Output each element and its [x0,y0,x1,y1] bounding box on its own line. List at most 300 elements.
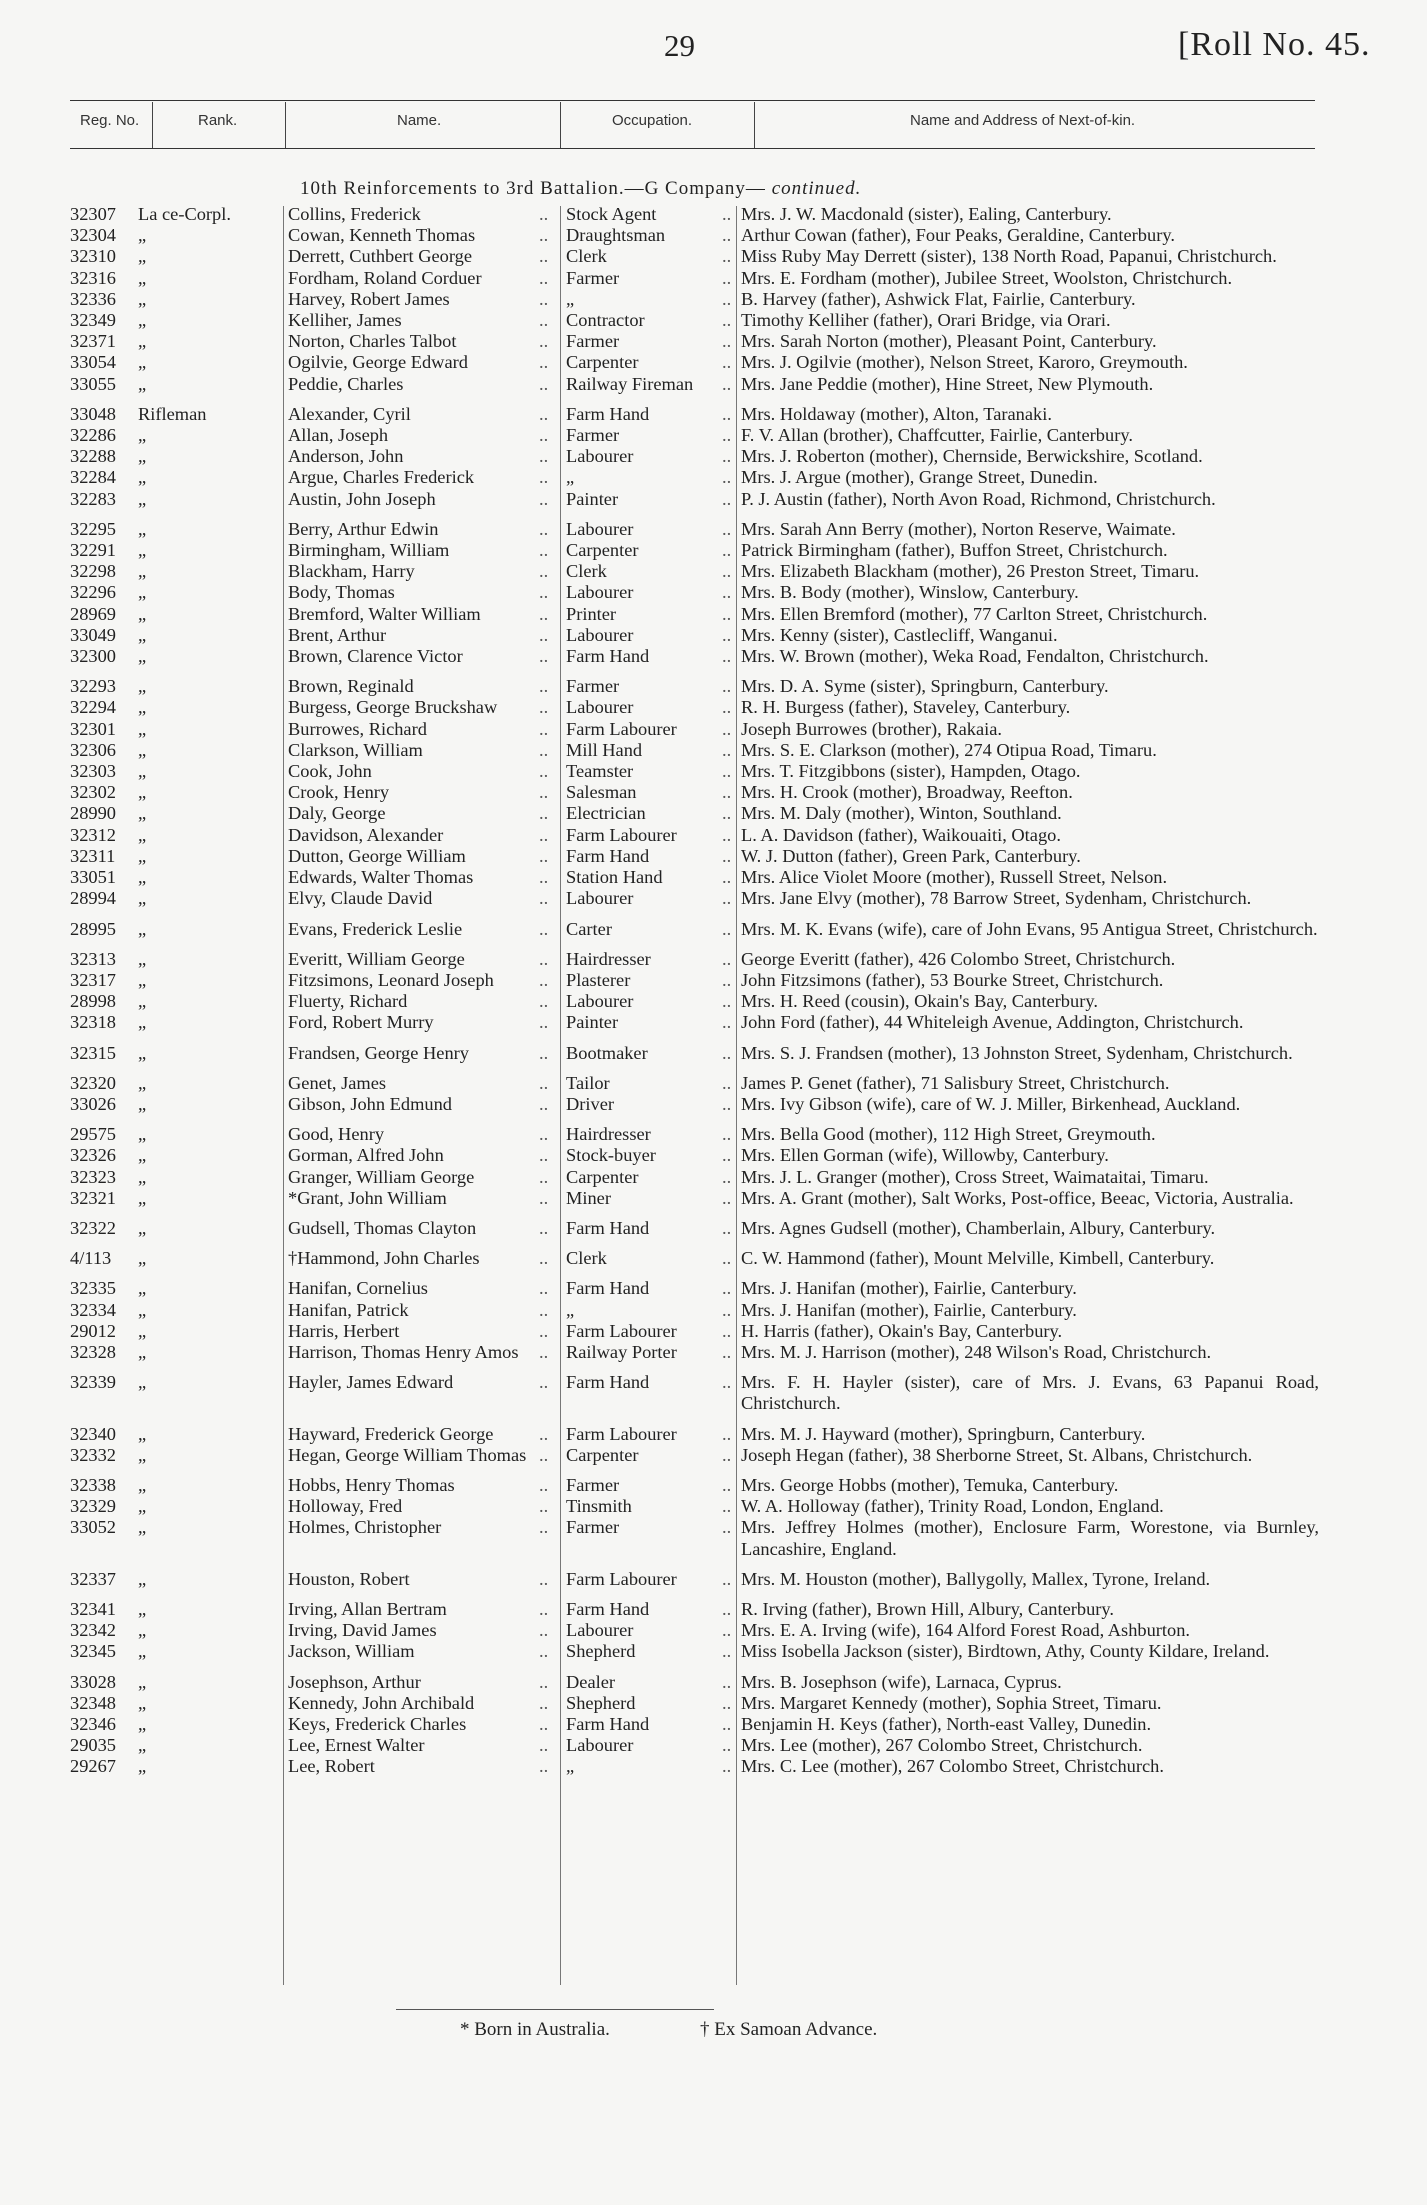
leader-dots: .. [539,352,549,373]
leader-dots: .. [722,1093,732,1114]
leader-dots: .. [539,1474,549,1495]
next-of-kin: Mrs. H. Crook (mother), Broadway, Reefton. [741,782,1073,803]
next-of-kin: C. W. Hammond (father), Mount Melville, Kimbell, Canterbury. [741,1248,1215,1269]
rank: „ [138,225,147,246]
soldier-name: Dutton, George William [288,845,466,866]
soldier-name: Bremford, Walter William [288,603,481,624]
leader-dots: .. [722,1248,732,1269]
next-of-kin: Mrs. Sarah Ann Berry (mother), Norton Reserve, Waimate. [741,518,1176,539]
next-of-kin: B. Harvey (father), Ashwick Flat, Fairlie, Canterbury. [741,288,1136,309]
leader-dots: .. [722,1714,732,1734]
next-of-kin: Mrs. George Hobbs (mother), Temuka, Canterbury. [741,1474,1119,1495]
col-divider [560,102,561,148]
table-row [0,803,1427,824]
rank: „ [138,425,147,446]
reg-number: 32334 [70,1299,116,1320]
occupation: Teamster [566,761,634,782]
leader-dots: .. [539,1166,549,1187]
leader-dots: .. [539,1278,549,1299]
soldier-name: Fitzsimons, Leonard Joseph [288,969,494,990]
next-of-kin: Mrs. Jeffrey Holmes (mother), Enclosure Farm, Worestone, via Burnley, Lancashire, England. [741,1517,1319,1559]
occupation: Mill Hand [566,739,643,760]
reg-number: 32298 [70,561,116,582]
leader-dots: .. [722,1756,732,1777]
soldier-name: †Hammond, John Charles [288,1248,480,1269]
leader-dots: .. [539,867,549,888]
occupation: Electrician [566,803,646,824]
row-gap [0,1663,1427,1672]
table-row [0,582,1427,603]
table-row [0,646,1427,667]
soldier-name: Austin, John Joseph [288,488,436,509]
rank: „ [138,718,147,739]
rank: „ [138,1598,147,1619]
next-of-kin: Joseph Hegan (father), 38 Sherborne Street, St. Albans, Christchurch. [741,1444,1253,1465]
leader-dots: .. [539,373,549,394]
rank: „ [138,697,147,718]
section-title [300,178,861,200]
reg-number: 32304 [70,225,116,246]
reg-number: 28998 [70,991,116,1012]
next-of-kin: H. Harris (father), Okain's Bay, Canterbury. [741,1320,1063,1341]
soldier-name: Peddie, Charles [288,373,404,394]
leader-dots: .. [722,867,732,888]
rank: „ [138,446,147,467]
occupation: Carter [566,918,612,939]
next-of-kin: Mrs. S. J. Frandsen (mother), 13 Johnston Street, Sydenham, Christchurch. [741,1042,1293,1063]
leader-dots: .. [722,1671,732,1692]
leader-dots: .. [539,446,549,467]
reg-number: 28994 [70,888,116,909]
soldier-name: Birmingham, William [288,540,450,561]
reg-number: 28990 [70,803,116,824]
soldier-name: Lee, Ernest Walter [288,1735,425,1756]
occupation: Carpenter [566,352,639,373]
rank: „ [138,969,147,990]
row-gap [0,1239,1427,1248]
leader-dots: .. [539,1714,549,1734]
soldier-name: Ogilvie, George Edward [288,352,468,373]
rank: „ [138,1735,147,1756]
leader-dots: .. [539,718,549,739]
rank: „ [138,1278,147,1299]
occupation: Farmer [566,1517,620,1538]
leader-dots: .. [722,1145,732,1166]
reg-number: 29012 [70,1320,116,1341]
occupation: Farm Hand [566,646,650,667]
soldier-name: Kelliher, James [288,310,402,331]
leader-dots: .. [539,969,549,990]
leader-dots: .. [539,1444,549,1465]
leader-dots: .. [722,1692,732,1713]
rank: „ [138,1320,147,1341]
table-row [0,310,1427,331]
soldier-name: Genet, James [288,1072,387,1093]
reg-number: 4/113 [70,1248,112,1269]
leader-dots: .. [539,1187,549,1208]
leader-dots: .. [722,1620,732,1641]
leader-dots: .. [722,518,732,539]
soldier-name: Hayler, James Edward [288,1372,454,1393]
reg-number: 32332 [70,1444,116,1465]
leader-dots: .. [722,1496,732,1517]
next-of-kin: Mrs. M. Daly (mother), Winton, Southland. [741,803,1062,824]
next-of-kin: R. H. Burgess (father), Staveley, Canterbury. [741,697,1071,718]
soldier-name: Granger, William George [288,1166,475,1187]
roll-table [0,204,1427,1778]
next-of-kin: John Fitzsimons (father), 53 Bourke Street, Christchurch. [741,969,1164,990]
row-gap [0,910,1427,919]
rank: „ [138,561,147,582]
table-row [0,1693,1427,1714]
next-of-kin: Mrs. Bella Good (mother), 112 High Street, Greymouth. [741,1124,1156,1145]
soldier-name: Burgess, George Bruckshaw [288,697,498,718]
soldier-name: Derrett, Cuthbert George [288,246,473,267]
occupation: Shepherd [566,1692,636,1713]
leader-dots: .. [722,488,732,509]
table-row [0,540,1427,561]
occupation: Farm Labourer [566,718,677,739]
leader-dots: .. [722,425,732,446]
leader-dots: .. [539,1496,549,1517]
table-row [0,991,1427,1012]
table-row [0,1218,1427,1239]
leader-dots: .. [722,446,732,467]
reg-number: 32349 [70,310,116,331]
leader-dots: .. [539,1423,549,1444]
soldier-name: Davidson, Alexander [288,824,444,845]
col-divider [285,102,286,148]
roll-number: [Roll No. 45. [1178,26,1371,63]
table-row [0,225,1427,246]
rank: „ [138,1444,147,1465]
next-of-kin: Mrs. E. A. Irving (wife), 164 Alford Forest Road, Ashburton. [741,1620,1190,1641]
footnote-ex-samoan: † Ex Samoan Advance. [700,2019,878,2040]
rank: „ [138,488,147,509]
soldier-name: Gorman, Alfred John [288,1145,444,1166]
rank: „ [138,1145,147,1166]
occupation: Labourer [566,582,634,603]
leader-dots: .. [722,1217,732,1238]
leader-dots: .. [722,918,732,939]
occupation: Farmer [566,1474,620,1495]
reg-number: 32329 [70,1496,116,1517]
header-bottom-rule [70,148,1315,149]
next-of-kin: Mrs. Lee (mother), 267 Colombo Street, Christchurch. [741,1735,1143,1756]
soldier-name: Jackson, William [288,1641,415,1662]
reg-number: 32323 [70,1166,116,1187]
row-gap [0,1269,1427,1278]
soldier-name: Everitt, William George [288,948,465,969]
next-of-kin: Mrs. J. L. Granger (mother), Cross Street, Waimataitai, Timaru. [741,1166,1209,1187]
table-row [0,404,1427,425]
next-of-kin: Mrs. W. Brown (mother), Weka Road, Fendalton, Christchurch. [741,646,1209,667]
next-of-kin: George Everitt (father), 426 Colombo Street, Christchurch. [741,948,1176,969]
table-row [0,1012,1427,1033]
leader-dots: .. [722,1474,732,1495]
rank: „ [138,624,147,645]
next-of-kin: Miss Ruby May Derrett (sister), 138 North Road, Papanui, Christchurch. [741,246,1277,267]
row-gap [0,1115,1427,1124]
occupation: Farm Labourer [566,1320,677,1341]
reg-number: 32341 [70,1598,116,1619]
leader-dots: .. [722,948,732,969]
reg-number: 32288 [70,446,116,467]
occupation: Carpenter [566,540,639,561]
occupation: Driver [566,1093,614,1114]
table-row [0,761,1427,782]
table-row [0,1714,1427,1735]
rank: „ [138,1620,147,1641]
leader-dots: .. [539,403,549,424]
leader-dots: .. [539,1735,549,1756]
col-header-next-of-kin: Name and Address of Next-of-kin. [910,112,1136,129]
rank: „ [138,803,147,824]
soldier-name: Ford, Robert Murry [288,1012,434,1033]
occupation: Clerk [566,561,607,582]
reg-number: 33048 [70,403,116,424]
occupation: Farm Hand [566,1714,650,1734]
soldier-name: Anderson, John [288,446,404,467]
occupation: Stock-buyer [566,1145,656,1166]
next-of-kin: Mrs. D. A. Syme (sister), Springburn, Canterbury. [741,676,1109,697]
rank: „ [138,1187,147,1208]
reg-number: 32317 [70,969,116,990]
soldier-name: Gudsell, Thomas Clayton [288,1217,477,1238]
occupation: Plasterer [566,969,631,990]
soldier-name: Hayward, Frederick George [288,1423,494,1444]
leader-dots: .. [539,1341,549,1362]
next-of-kin: Mrs. J. Hanifan (mother), Fairlie, Canterbury. [741,1278,1077,1299]
rank: „ [138,1248,147,1269]
soldier-name: Hobbs, Henry Thomas [288,1474,455,1495]
soldier-name: Argue, Charles Frederick [288,467,475,488]
reg-number: 32293 [70,676,116,697]
leader-dots: .. [722,1444,732,1465]
rank: „ [138,1217,147,1238]
occupation: Shepherd [566,1641,636,1662]
leader-dots: .. [722,1598,732,1619]
occupation: Dealer [566,1671,616,1692]
soldier-name: Irving, Allan Bertram [288,1598,447,1619]
next-of-kin: Mrs. Sarah Norton (mother), Pleasant Point, Canterbury. [741,331,1157,352]
soldier-name: Brown, Clarence Victor [288,646,463,667]
occupation: Labourer [566,518,634,539]
reg-number: 32336 [70,288,116,309]
reg-number: 32300 [70,646,116,667]
section-title-text: 10th Reinforcements to 3rd Battalion.—G Company— [300,178,766,199]
next-of-kin: W. J. Dutton (father), Green Park, Canterbury. [741,845,1081,866]
occupation: Clerk [566,1248,607,1269]
occupation: Painter [566,1012,619,1033]
rank: „ [138,761,147,782]
reg-number: 32315 [70,1042,116,1063]
table-row [0,697,1427,718]
table-row [0,1167,1427,1188]
table-row [0,676,1427,697]
page-number: 29 [664,28,695,63]
occupation: Printer [566,603,617,624]
next-of-kin: Patrick Birmingham (father), Buffon Street, Christchurch. [741,540,1168,561]
rank: „ [138,1299,147,1320]
leader-dots: .. [722,246,732,267]
table-row [0,1145,1427,1166]
table-row [0,446,1427,467]
soldier-name: Hanifan, Cornelius [288,1278,428,1299]
table-row [0,1599,1427,1620]
leader-dots: .. [539,918,549,939]
table-row [0,1517,1427,1559]
row-gap [0,1466,1427,1475]
leader-dots: .. [722,624,732,645]
table-row [0,919,1427,940]
rank: „ [138,1012,147,1033]
occupation: „ [566,467,575,488]
reg-number: 29267 [70,1756,116,1777]
leader-dots: .. [722,676,732,697]
soldier-name: Crook, Henry [288,782,390,803]
leader-dots: .. [539,624,549,645]
rank: „ [138,1756,147,1777]
table-row [0,1188,1427,1209]
next-of-kin: Mrs. Elizabeth Blackham (mother), 26 Preston Street, Timaru. [741,561,1200,582]
occupation: Farm Labourer [566,1568,677,1589]
table-row [0,204,1427,225]
rank: „ [138,603,147,624]
occupation: Farm Hand [566,1372,650,1393]
next-of-kin: Mrs. T. Fitzgibbons (sister), Hampden, Otago. [741,761,1081,782]
leader-dots: .. [539,225,549,246]
occupation: Labourer [566,697,634,718]
row-gap [0,1064,1427,1073]
rank: Rifleman [138,403,207,424]
rank: „ [138,782,147,803]
leader-dots: .. [539,603,549,624]
next-of-kin: R. Irving (father), Brown Hill, Albury, Canterbury. [741,1598,1115,1619]
occupation: Labourer [566,991,634,1012]
leader-dots: .. [722,225,732,246]
reg-number: 33051 [70,867,116,888]
leader-dots: .. [722,1735,732,1756]
occupation: Farm Hand [566,403,650,424]
rank: „ [138,288,147,309]
occupation: Railway Fireman [566,373,694,394]
occupation: „ [566,288,575,309]
leader-dots: .. [722,204,732,224]
leader-dots: .. [539,1072,549,1093]
occupation: Hairdresser [566,1124,651,1145]
rank: „ [138,1517,147,1538]
reg-number: 32302 [70,782,116,803]
row-gap [0,940,1427,949]
table-row [0,1321,1427,1342]
soldier-name: Edwards, Walter Thomas [288,867,474,888]
reg-number: 32301 [70,718,116,739]
leader-dots: .. [722,1641,732,1662]
leader-dots: .. [722,803,732,824]
table-row [0,888,1427,909]
soldier-name: Brent, Arthur [288,624,387,645]
leader-dots: .. [539,646,549,667]
leader-dots: .. [722,718,732,739]
reg-number: 32311 [70,845,116,866]
rank: „ [138,310,147,331]
occupation: Farmer [566,676,620,697]
leader-dots: .. [722,1187,732,1208]
reg-number: 32284 [70,467,116,488]
soldier-name: Cowan, Kenneth Thomas [288,225,476,246]
next-of-kin: Mrs. J. Roberton (mother), Chernside, Berwickshire, Scotland. [741,446,1203,467]
leader-dots: .. [539,425,549,446]
leader-dots: .. [722,845,732,866]
table-row [0,1073,1427,1094]
leader-dots: .. [539,1299,549,1320]
rank: „ [138,1124,147,1145]
leader-dots: .. [539,1217,549,1238]
next-of-kin: Mrs. M. J. Harrison (mother), 248 Wilson's Road, Christchurch. [741,1341,1212,1362]
leader-dots: .. [722,403,732,424]
rank: „ [138,918,147,939]
leader-dots: .. [539,540,549,561]
leader-dots: .. [722,1072,732,1093]
table-row [0,1094,1427,1115]
leader-dots: .. [539,1692,549,1713]
table-row [0,1496,1427,1517]
reg-number: 32283 [70,488,116,509]
leader-dots: .. [722,1320,732,1341]
next-of-kin: Mrs. J. W. Macdonald (sister), Ealing, Canterbury. [741,204,1112,224]
next-of-kin: Mrs. B. Josephson (wife), Larnaca, Cyprus. [741,1671,1062,1692]
leader-dots: .. [722,1341,732,1362]
reg-number: 32337 [70,1568,116,1589]
occupation: Labourer [566,1735,634,1756]
occupation: Carpenter [566,1444,639,1465]
occupation: Farmer [566,267,620,288]
soldier-name: Keys, Frederick Charles [288,1714,467,1734]
occupation: Stock Agent [566,204,657,224]
table-row [0,1300,1427,1321]
table-row [0,1445,1427,1466]
leader-dots: .. [722,1372,732,1393]
occupation: Farm Hand [566,845,650,866]
next-of-kin: Mrs. Margaret Kennedy (mother), Sophia Street, Timaru. [741,1692,1162,1713]
row-gap [0,667,1427,676]
leader-dots: .. [539,1093,549,1114]
leader-dots: .. [722,1568,732,1589]
row-gap [0,510,1427,519]
occupation: Labourer [566,888,634,909]
leader-dots: .. [539,1598,549,1619]
rank: „ [138,1372,147,1393]
reg-number: 33054 [70,352,116,373]
leader-dots: .. [722,969,732,990]
rank: „ [138,1568,147,1589]
reg-number: 32322 [70,1217,116,1238]
leader-dots: .. [539,488,549,509]
soldier-name: Gibson, John Edmund [288,1093,452,1114]
leader-dots: .. [539,1124,549,1145]
leader-dots: .. [722,1278,732,1299]
table-row [0,1475,1427,1496]
occupation: Farm Labourer [566,824,677,845]
occupation: Tailor [566,1072,610,1093]
rank: „ [138,1496,147,1517]
reg-number: 32328 [70,1341,116,1362]
rank: „ [138,1671,147,1692]
table-row [0,625,1427,646]
reg-number: 32286 [70,425,116,446]
reg-number: 32345 [70,1641,116,1662]
